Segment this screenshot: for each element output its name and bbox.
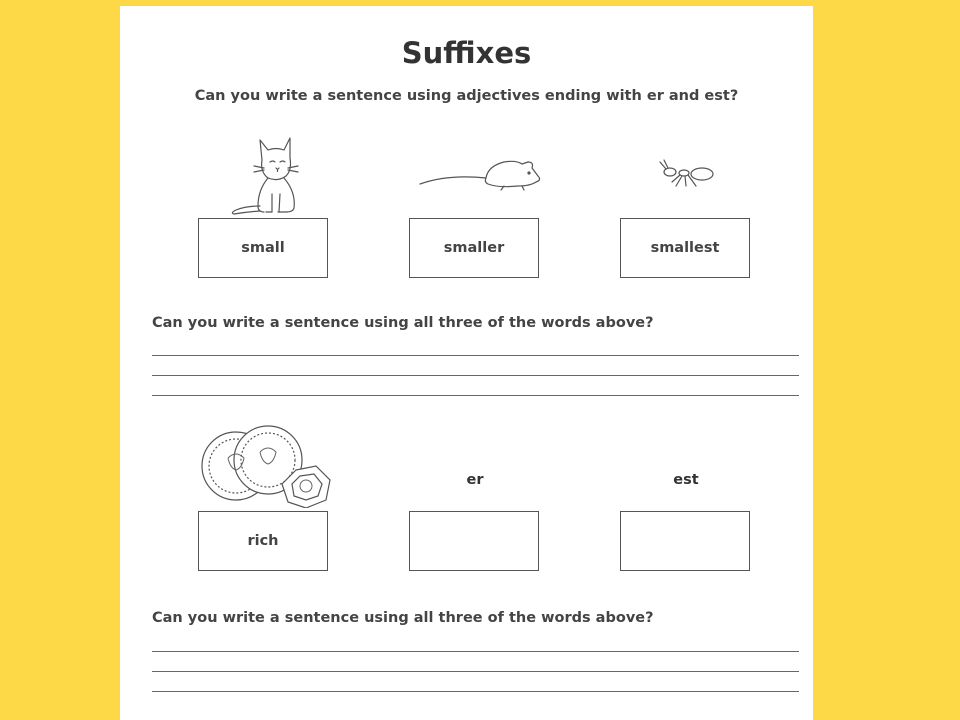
page-title: Suffixes: [401, 36, 532, 70]
writing-line-1[interactable]: [152, 355, 799, 356]
writing-line-6[interactable]: [152, 691, 799, 692]
sentence-prompt-1: Can you write a sentence using all three of the words above?: [152, 315, 654, 331]
ant-illustration: [658, 158, 718, 190]
word-box-smaller: smaller: [409, 218, 539, 278]
writing-line-3[interactable]: [152, 395, 799, 396]
page-subtitle: Can you write a sentence using adjectives ending with er and est?: [194, 88, 739, 104]
writing-line-4[interactable]: [152, 651, 799, 652]
word-box-small: small: [198, 218, 328, 278]
mouse-illustration: [418, 156, 546, 196]
worksheet-page: [120, 6, 813, 720]
writing-line-2[interactable]: [152, 375, 799, 376]
header-er: er: [466, 472, 484, 488]
word-box-rich: rich: [198, 511, 328, 571]
sentence-prompt-2: Can you write a sentence using all three of the words above?: [152, 610, 654, 626]
cat-illustration: [224, 132, 310, 216]
writing-line-5[interactable]: [152, 671, 799, 672]
coins-illustration: [196, 424, 334, 508]
answer-box-er[interactable]: [409, 511, 539, 571]
header-est: est: [673, 472, 699, 488]
answer-box-est[interactable]: [620, 511, 750, 571]
word-box-smallest: smallest: [620, 218, 750, 278]
